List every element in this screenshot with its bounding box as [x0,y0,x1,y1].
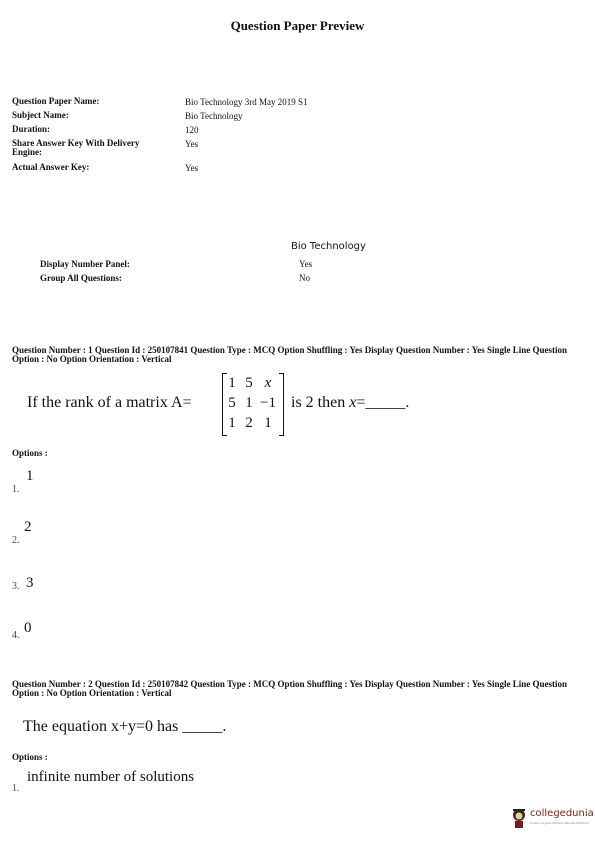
matrix-cell: x [264,375,272,391]
page-title: Question Paper Preview [230,18,365,33]
meta-label-share-key: Share Answer Key With Delivery Engine: [12,138,140,157]
meta-label-answer-key: Actual Answer Key: [12,162,90,172]
meta-value-subject: Bio Technology [185,111,243,121]
logo-name: collegedunia [530,808,594,819]
matrix-cell: 1 [245,395,253,411]
meta-value-duration: 120 [185,125,199,135]
question-1-text-after-label: is 2 then [291,394,346,411]
display-number-panel-label: Display Number Panel: [40,259,130,269]
q2-option-1-value[interactable]: infinite number of solutions [27,769,195,785]
q1-option-3-number: 3. [12,581,20,592]
matrix-cell: 5 [245,375,253,391]
q1-option-1-number: 1. [12,484,20,495]
matrix-cell: 5 [228,395,236,411]
group-questions-label: Group All Questions: [40,273,122,283]
question-1-options-label: Options : [12,448,48,458]
question-1-variable: x [349,394,357,411]
q1-option-2-number: 2. [12,535,20,546]
meta-label-paper-name: Question Paper Name: [12,96,100,106]
meta-label-duration: Duration: [12,124,50,134]
mascot-icon [510,807,528,829]
meta-value-paper-name: Bio Technology 3rd May 2019 S1 [185,97,308,107]
question-1-header: Question Number : 1 Question Id : 250107841 Question Type : MCQ Option Shuffling : Yes Display Question Number : Yes Single Line Question Option : No Option Orientation : Vertical [12,345,567,364]
question-1-text-before: If the rank of a matrix A= [27,394,192,411]
display-number-panel-value: Yes [299,259,313,269]
meta-label-subject: Subject Name: [12,110,69,120]
section-name: Bio Technology [291,241,366,252]
question-2-options-label: Options : [12,752,48,762]
q1-option-2-value[interactable]: 2 [24,519,32,535]
collegedunia-logo [510,805,594,831]
meta-value-answer-key: Yes [185,163,199,173]
question-1-matrix [222,373,284,436]
meta-value-share-key: Yes [185,139,199,149]
group-questions-value: No [299,273,310,283]
q1-option-4-number: 4. [12,630,20,641]
question-1-blank: =_____. [356,394,410,411]
logo-tagline: India's largest Student Review Platform [530,821,590,825]
matrix-cell: 1 [228,415,236,431]
matrix-cell: 1 [228,375,236,391]
q1-option-4-value[interactable]: 0 [24,620,32,636]
q1-option-1-value[interactable]: 1 [26,468,34,484]
question-2-text: The equation x+y=0 has _____. [23,718,227,735]
matrix-cell: 2 [245,415,253,431]
question-2-header: Question Number : 2 Question Id : 250107842 Question Type : MCQ Option Shuffling : Yes Display Question Number : Yes Single Line Question Option : No Option Orientation : Vertical [12,679,567,698]
matrix-cell: −1 [260,395,276,411]
question-1-text-after [291,394,409,412]
q2-option-1-number: 1. [12,783,20,794]
q1-option-3-value[interactable]: 3 [26,575,34,591]
matrix-cell: 1 [264,415,272,431]
